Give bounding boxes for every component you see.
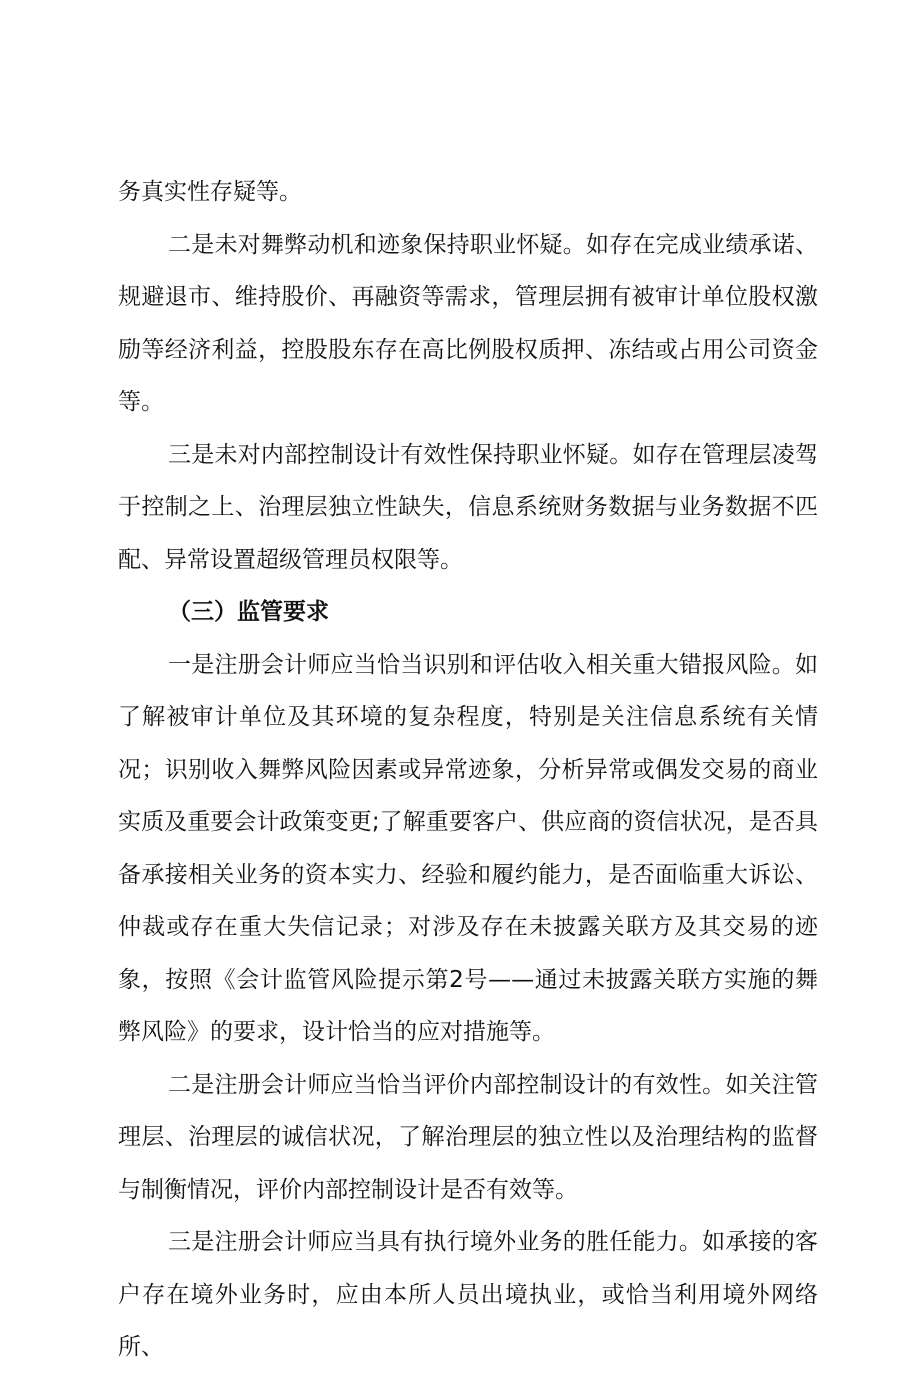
paragraph-fraud-motive: 二是未对舞弊动机和迹象保持职业怀疑。如存在完成业绩承诺、规避退市、维持股价、再融资等需求，管理层拥有被审计单位股权激励等经济利益，控股股东存在高比例股权质押、冻结或占用公司资金等。 bbox=[118, 231, 818, 415]
section-heading: （三）监管要求 bbox=[168, 599, 329, 625]
paragraph-continuation: 务真实性存疑等。 bbox=[118, 179, 302, 205]
document-body bbox=[118, 166, 818, 1374]
paragraph-requirement-3: 三是注册会计师应当具有执行境外业务的胜任能力。如承接的客户存在境外业务时，应由本所人员出境执业，或恰当利用境外网络所、 bbox=[118, 1229, 818, 1360]
paragraph-requirement-1: 一是注册会计师应当恰当识别和评估收入相关重大错报风险。如了解被审计单位及其环境的复杂程度，特别是关注信息系统有关情况；识别收入舞弊风险因素或异常迹象，分析异常或偶发交易的商业实质及重要会计政策变更;了解重要客户、供应商的资信状况，是否具备承接相关业务的资本实力、经验和履约能力，是否面临重大诉讼、仲裁或存在重大失信记录；对涉及存在未披露关联方及其交易的迹象，按照《会计监管风险提示第2号——通过未披露关联方实施的舞弊风险》的要求，设计恰当的应对措施等。 bbox=[118, 651, 818, 1045]
paragraph-requirement-2: 二是注册会计师应当恰当评价内部控制设计的有效性。如关注管理层、治理层的诚信状况，了解治理层的独立性以及治理结构的监督与制衡情况，评价内部控制设计是否有效等。 bbox=[118, 1071, 818, 1203]
paragraph-internal-control: 三是未对内部控制设计有效性保持职业怀疑。如存在管理层凌驾于控制之上、治理层独立性缺失，信息系统财务数据与业务数据不匹配、异常设置超级管理员权限等。 bbox=[118, 441, 818, 573]
